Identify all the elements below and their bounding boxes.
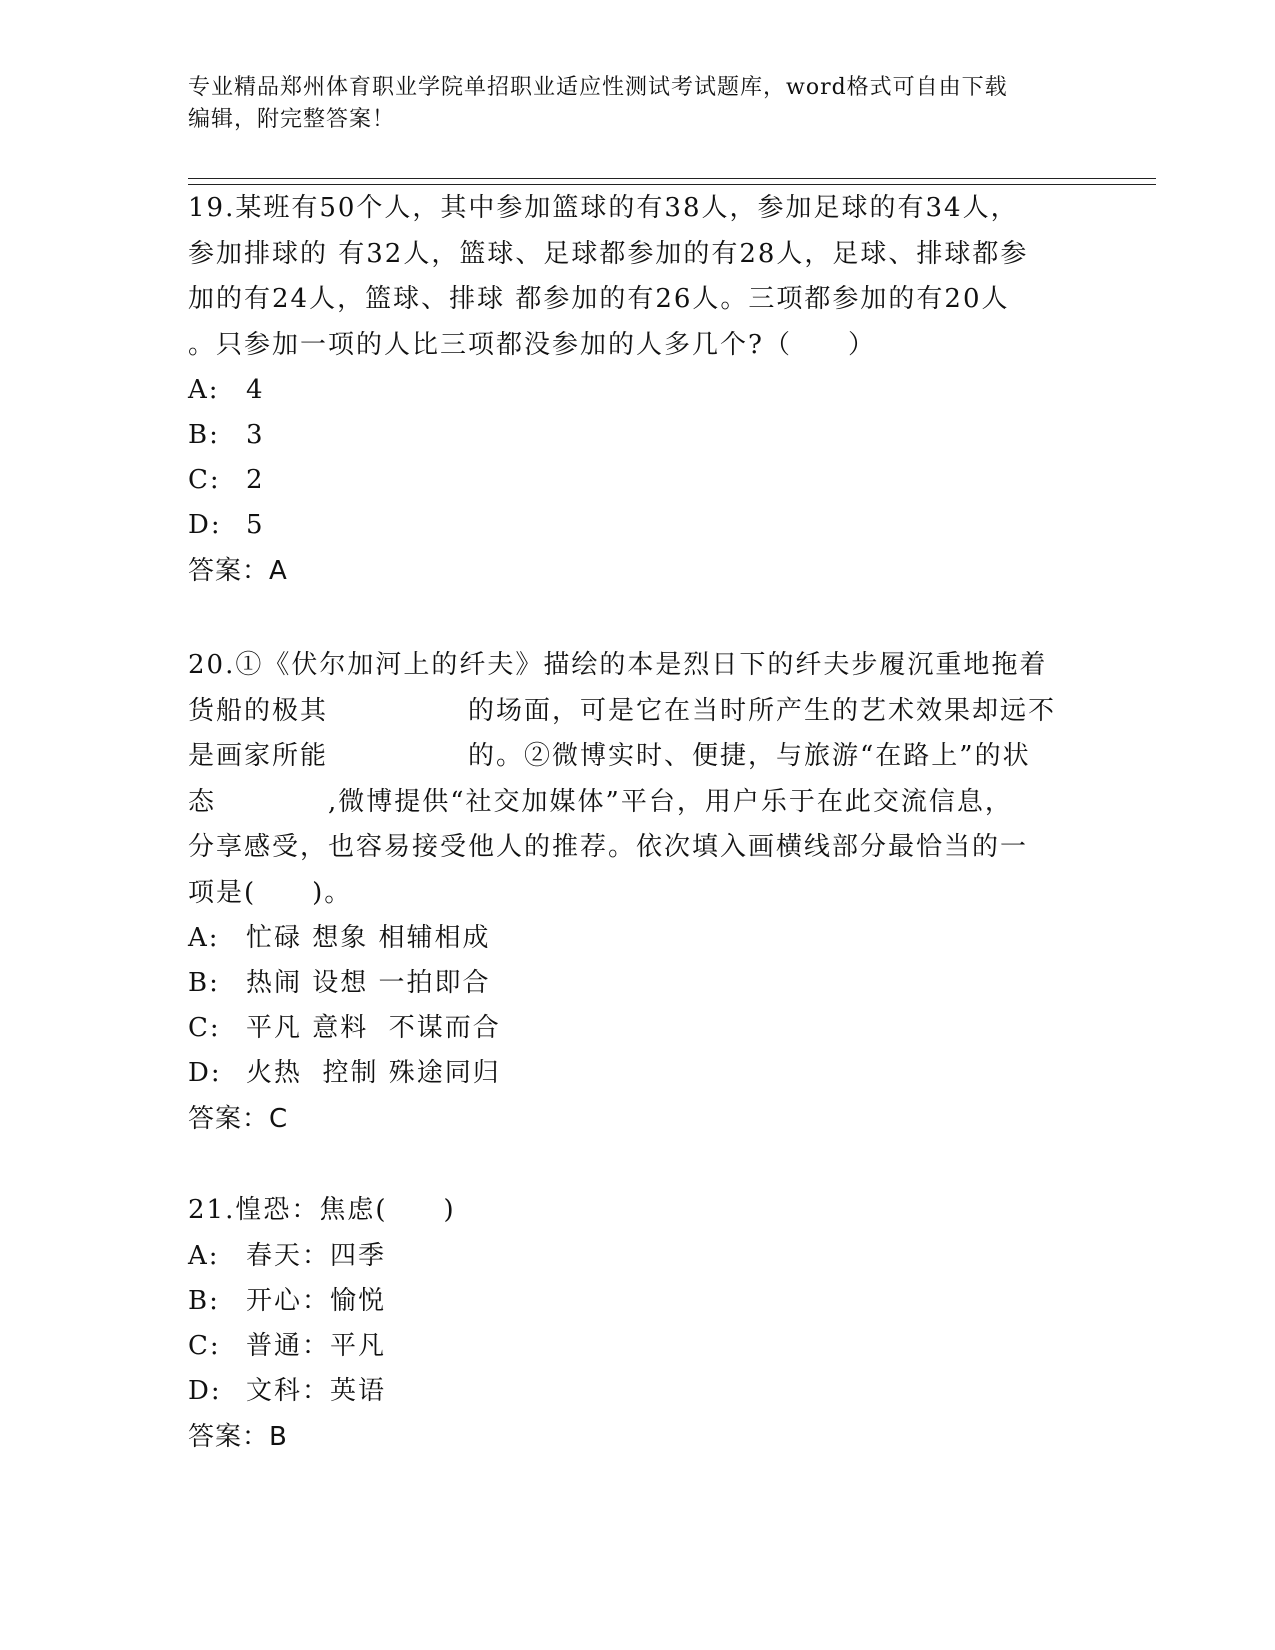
question-stem	[188, 1188, 1088, 1234]
option-letter: A:	[188, 1240, 220, 1271]
option-text: 开心：愉悦	[246, 1285, 387, 1316]
option-c	[188, 1006, 1088, 1051]
option-text: 3	[246, 420, 265, 450]
option-letter: B:	[188, 1285, 220, 1316]
stem-line: 分享感受，也容易接受他人的推荐。依次填入画横线部分最恰当的一	[188, 832, 1029, 862]
stem-line: 是画家所能 的。②微博实时、便捷，与旅游“在路上”的状	[188, 741, 1031, 771]
option-text: 5	[246, 510, 265, 540]
option-letter: B:	[188, 968, 220, 998]
option-text: 2	[246, 465, 265, 495]
option-d	[188, 503, 1088, 548]
stem-line: 项是( )。	[188, 877, 353, 908]
option-a	[188, 1234, 1088, 1279]
option-b	[188, 1279, 1088, 1324]
option-text: 热闹 设想 一拍即合	[246, 968, 491, 998]
header-rule-bottom	[188, 184, 1156, 185]
option-b	[188, 413, 1088, 458]
option-d	[188, 1369, 1088, 1414]
option-letter: C:	[188, 1330, 221, 1361]
option-d	[188, 1051, 1088, 1096]
question-stem	[188, 186, 1088, 368]
answer-line: 答案：B	[188, 1421, 288, 1452]
stem-line: 加的有24人，篮球、排球 都参加的有26人。三项都参加的有20人	[188, 284, 1010, 314]
stem-line: 货船的极其 的场面，可是它在当时所产生的艺术效果却远不	[188, 695, 1057, 726]
option-letter: A:	[188, 375, 220, 405]
stem-line: 参加排球的 有32人，篮球、足球都参加的有28人，足球、排球都参	[188, 238, 1029, 269]
option-letter: D:	[188, 1375, 222, 1406]
stem-line: 19.某班有50个人，其中参加篮球的有38人，参加足球的有34人，	[188, 193, 1019, 223]
option-text: 4	[246, 375, 265, 405]
answer-line: 答案：A	[188, 556, 288, 586]
option-text: 忙碌 想象 相辅相成	[246, 923, 491, 953]
question-stem	[188, 643, 1088, 916]
stem-line: 态 ,微博提供“社交加媒体”平台，用户乐于在此交流信息，	[188, 786, 1013, 817]
option-letter: D:	[188, 1058, 222, 1088]
header-rule-top	[188, 178, 1156, 179]
option-text: 文科：英语	[246, 1375, 387, 1406]
header-line-2: 编辑，附完整答案！	[188, 107, 396, 132]
question-21	[188, 1188, 1088, 1460]
stem-line: 21.惶恐：焦虑( )	[188, 1195, 456, 1225]
header-line-1: 专业精品郑州体育职业学院单招职业适应性测试考试题库，word格式可自由下载	[188, 75, 1008, 100]
option-letter: C:	[188, 1013, 221, 1043]
option-a	[188, 916, 1088, 961]
answer-line: 答案：C	[188, 1104, 289, 1134]
option-c	[188, 1324, 1088, 1369]
option-text: 春天：四季	[246, 1240, 387, 1271]
option-letter: C:	[188, 465, 221, 495]
question-19	[188, 186, 1088, 594]
stem-line: 20.①《伏尔加河上的纤夫》描绘的本是烈日下的纤夫步履沉重地拖着	[188, 650, 1048, 680]
option-letter: D:	[188, 510, 222, 540]
option-letter: B:	[188, 420, 220, 450]
stem-line: 。只参加一项的人比三项都没参加的人多几个?（ ）	[188, 329, 876, 360]
option-letter: A:	[188, 923, 220, 953]
document-header	[188, 72, 1088, 136]
option-c	[188, 458, 1088, 503]
option-text: 平凡 意料 不谋而合	[246, 1013, 501, 1043]
option-text: 普通：平凡	[246, 1330, 387, 1361]
option-text: 火热 控制 殊途同归	[246, 1058, 501, 1088]
question-20	[188, 643, 1088, 1142]
option-a	[188, 368, 1088, 413]
option-b	[188, 961, 1088, 1006]
